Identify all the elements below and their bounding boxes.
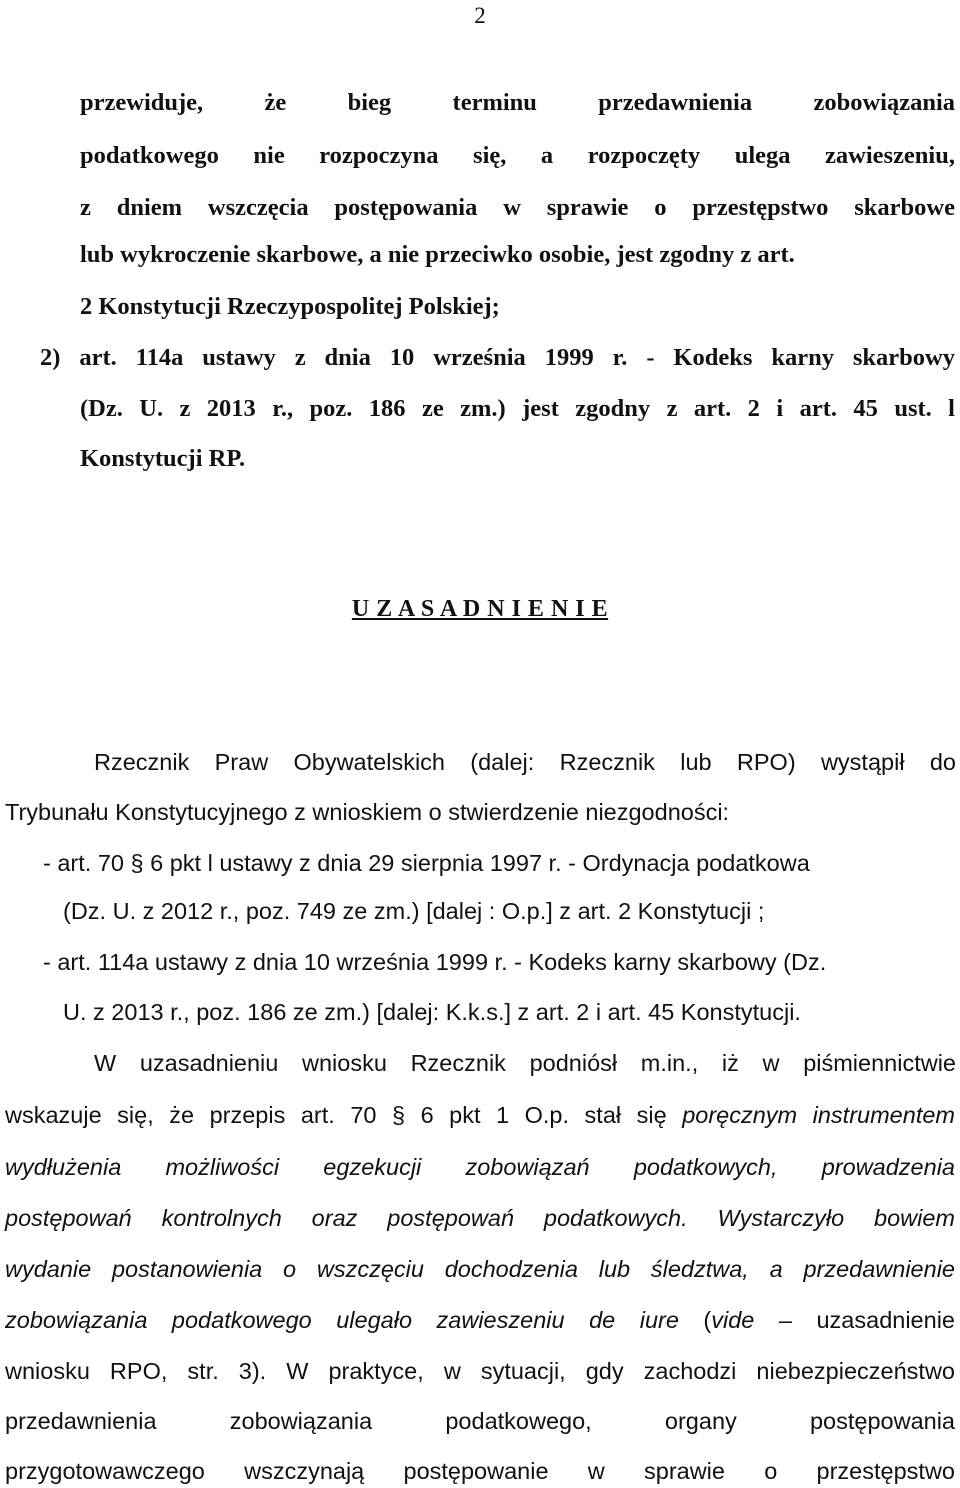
text-line: wniosku RPO, str. 3). W praktyce, w sytuacji, gdy zachodzi niebezpieczeństwo: [5, 1358, 955, 1384]
text-line: wydanie postanowienia o wszczęciu dochodzenia lub śledztwa, a przedawnienie: [5, 1256, 955, 1282]
text-line: (Dz. U. z 2013 r., poz. 186 ze zm.) jest zgodny z art. 2 i art. 45 ust. l: [80, 395, 955, 422]
section-heading: U Z A S A D N I E N I E: [351, 596, 609, 622]
italic-span: vide: [711, 1307, 755, 1333]
text-line: (Dz. U. z 2012 r., poz. 749 ze zm.) [dalej : O.p.] z art. 2 Konstytucji ;: [63, 898, 765, 924]
text-line: podatkowego nie rozpoczyna się, a rozpoczęty ulega zawieszeniu,: [80, 142, 955, 169]
text-line: postępowań kontrolnych oraz postępowań podatkowych. Wystarczyło bowiem: [5, 1205, 955, 1231]
text-line: Trybunału Konstytucyjnego z wnioskiem o stwierdzenie niezgodności:: [5, 799, 730, 825]
text-line: [5, 1100, 955, 1130]
text-line: U. z 2013 r., poz. 186 ze zm.) [dalej: K.k.s.] z art. 2 i art. 45 Konstytucji.: [63, 999, 801, 1025]
text-span: wskazuje się, że przepis art. 70 § 6 pkt 1 O.p. stał się: [5, 1102, 683, 1128]
text-line: 2 Konstytucji Rzeczypospolitej Polskiej;: [80, 293, 500, 320]
text-line: przygotowawczego wszczynają postępowanie w sprawie o przestępstwo: [5, 1458, 955, 1484]
text-line: wydłużenia możliwości egzekucji zobowiązań podatkowych, prowadzenia: [5, 1154, 955, 1180]
text-line: - art. 70 § 6 pkt l ustawy z dnia 29 sierpnia 1997 r. - Ordynacja podatkowa: [43, 850, 810, 876]
page-number: 2: [474, 3, 486, 28]
text-line: z dniem wszczęcia postępowania w sprawie o przestępstwo skarbowe: [80, 194, 955, 221]
text-line: [5, 1305, 955, 1335]
text-line: 2) art. 114a ustawy z dnia 10 września 1999 r. - Kodeks karny skarbowy: [40, 344, 955, 371]
text-line: Konstytucji RP.: [80, 445, 246, 472]
text-line: - art. 114a ustawy z dnia 10 września 1999 r. - Kodeks karny skarbowy (Dz.: [43, 949, 827, 975]
italic-span: poręcznym instrumentem: [682, 1102, 955, 1128]
text-line: lub wykroczenie skarbowe, a nie przeciwko osobie, jest zgodny z art.: [80, 241, 795, 268]
text-line: W uzasadnieniu wniosku Rzecznik podniósł m.in., iż w piśmiennictwie: [94, 1050, 956, 1076]
text-span: (: [678, 1307, 712, 1333]
italic-span: zobowiązania podatkowego ulegało zawieszeniu de iure: [5, 1307, 679, 1333]
text-line: Rzecznik Praw Obywatelskich (dalej: Rzecznik lub RPO) wystąpił do: [94, 749, 956, 775]
text-line: przedawnienia zobowiązania podatkowego, organy postępowania: [5, 1408, 955, 1434]
text-span: – uzasadnienie: [754, 1307, 955, 1333]
text-line: przewiduje, że bieg terminu przedawnienia zobowiązania: [80, 89, 955, 116]
